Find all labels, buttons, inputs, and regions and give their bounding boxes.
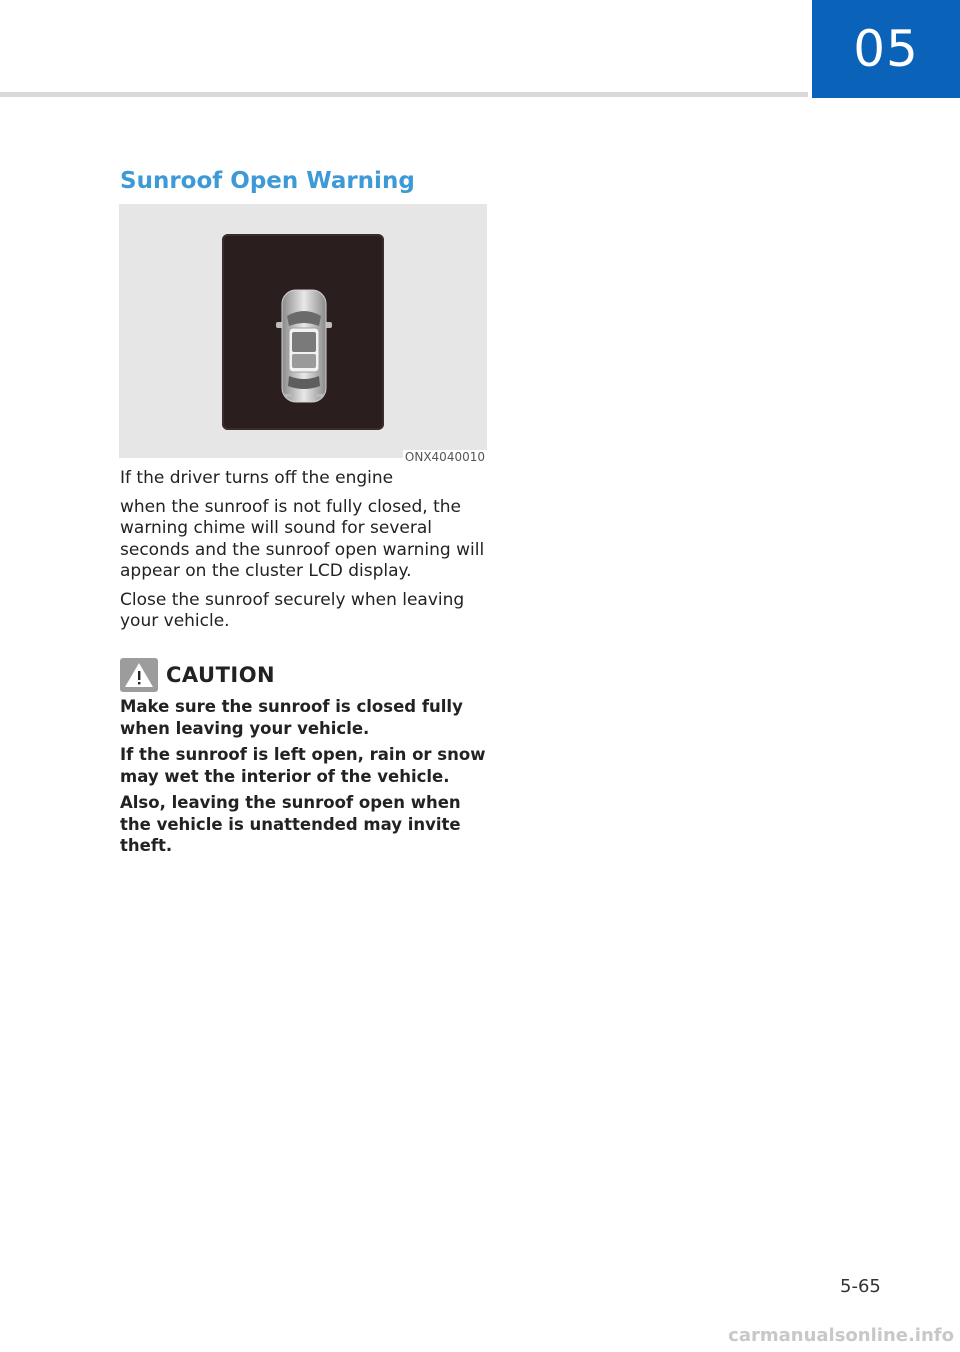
chapter-tab: 05 [812,0,960,98]
caution-text [120,696,492,862]
body-paragraph: Close the sunroof securely when leaving your vehicle. [120,589,465,631]
warning-triangle-icon [120,658,158,692]
caution-label: CAUTION [166,663,276,687]
header-rule [0,92,808,97]
caution-paragraph: Make sure the sunroof is closed fully when leaving your vehicle. [120,697,463,738]
caution-paragraph: If the sunroof is left open, rain or snow may wet the interior of the vehicle. [120,745,486,786]
cluster-lcd-display [222,234,384,430]
figure-code: ONX4040010 [404,450,485,464]
body-paragraph: If the driver turns off the engine [120,468,394,488]
caution-paragraph: Also, leaving the sunroof open when the vehicle is unattended may invite theft. [120,793,461,855]
body-paragraph: when the sunroof is not fully closed, the warning chime will sound for several seconds and the sunroof open warning will appear on the cluster LCD display. [120,496,485,581]
body-text [120,468,490,640]
car-top-view-icon [274,286,334,406]
section-title: Sunroof Open Warning [120,168,415,194]
watermark: carmanualsonline.info [728,1325,954,1346]
page-number: 5-65 [840,1276,881,1297]
figure-sunroof-warning [119,204,487,464]
caution-heading [120,658,275,692]
